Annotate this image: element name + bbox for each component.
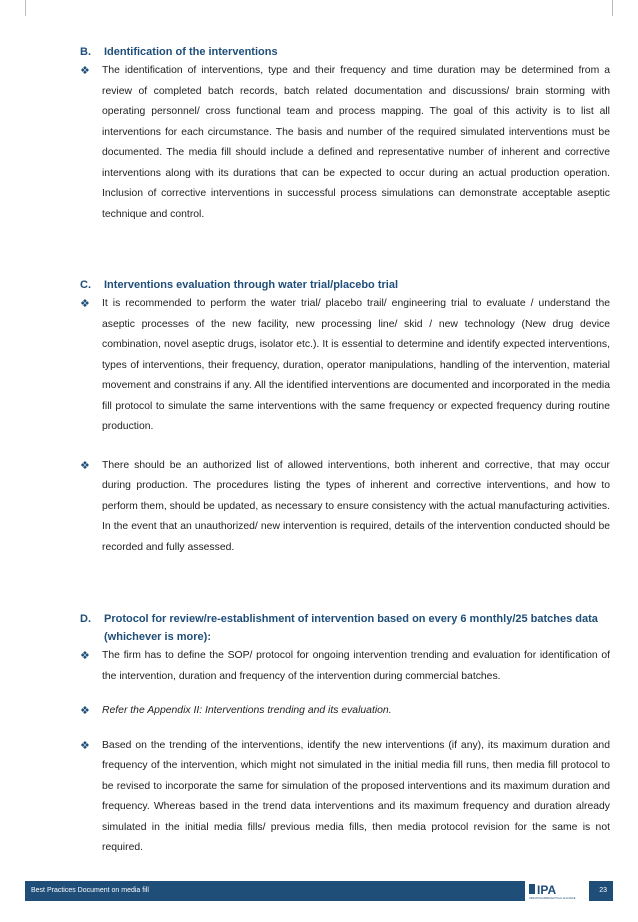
section-c-title: Interventions evaluation through water trial/placebo trial bbox=[104, 279, 398, 291]
ipa-logo-icon bbox=[525, 881, 589, 901]
section-d-bullet-2-text: Refer the Appendix II: Interventions trending and its evaluation. bbox=[102, 705, 392, 716]
section-b-bullet-1-text: The identification of interventions, type and their frequency and time duration may be determined from a review of completed batch records, batch related documentation and discussions/ brain storming with operating personnel/ cross functional team and process mapping. The goal of this activity is to list all interventions for each circumstance. The basis and number of the required simulated interventions must be documented. The media fill should include a defined and representative number of inherent and corrective interventions along with its durations that can be expected to occur during an actual production operation. Inclusion of corrective interventions in successful process simulations can demonstrate acceptable aseptic technique and control. bbox=[102, 65, 610, 220]
crop-mark-right bbox=[612, 0, 613, 16]
logo-text: IPA bbox=[537, 883, 557, 897]
section-c-letter: C. bbox=[80, 279, 91, 291]
section-c-heading bbox=[80, 276, 610, 294]
page-number: 23 bbox=[599, 887, 607, 894]
diamond-bullet-icon: ❖ bbox=[80, 459, 90, 472]
section-c-bullet-1 bbox=[80, 294, 610, 438]
document-body bbox=[80, 43, 610, 859]
section-b-bullet-1 bbox=[80, 61, 610, 225]
crop-mark-left bbox=[25, 0, 26, 16]
ipa-logo bbox=[525, 881, 589, 901]
section-d-heading bbox=[80, 610, 610, 646]
diamond-bullet-icon: ❖ bbox=[80, 298, 90, 310]
diamond-bullet-icon: ❖ bbox=[80, 65, 90, 77]
section-c-bullet-2-text: There should be an authorized list of allowed interventions, both inherent and corrective, that may occur during production. The procedures listing the types of inherent and corrective interventions, and how to perform them, should be updated, as necessary to ensure consistency with the actual manufacturing activities. In the event that an unauthorized/ new intervention is required, details of the intervention conducted should be recorded and fully assessed. bbox=[102, 459, 610, 553]
section-d-bullet-1 bbox=[80, 646, 610, 687]
section-d-bullet-1-text: The firm has to define the SOP/ protocol for ongoing intervention trending and evaluation for identification of the intervention, duration and frequency of the intervention during commercial batches. bbox=[102, 650, 610, 682]
section-c-bullet-2 bbox=[80, 456, 610, 559]
section-c-bullet-1-text: It is recommended to perform the water trial/ placebo trail/ engineering trial to evaluate / understand the aseptic processes of the new facility, new processing line/ skid / new technology (New drug device combination, novel aseptic drugs, isolator etc.). It is essential to determine and identify expected interventions, types of interventions, their frequency, duration, operator manipulations, handling of the intervention, material movement and constrains if any. All the identified interventions are documented and incorporated in the media fill protocol to simulate the same interventions with the same frequency or expected frequency during routine production. bbox=[102, 298, 610, 432]
diamond-bullet-icon: ❖ bbox=[80, 739, 90, 752]
section-b-title: Identification of the interventions bbox=[104, 46, 278, 58]
diamond-bullet-icon: ❖ bbox=[80, 650, 90, 662]
logo-caption: INDIAN PHARMACEUTICAL ALLIANCE bbox=[529, 897, 576, 900]
diamond-bullet-icon: ❖ bbox=[80, 705, 90, 717]
section-d-letter: D. bbox=[80, 613, 91, 625]
section-d-title: Protocol for review/re-establishment of intervention based on every 6 monthly/25 batches data (whichever is more): bbox=[104, 613, 598, 643]
footer-document-title: Best Practices Document on media fill bbox=[31, 887, 149, 894]
section-d-bullet-3-text: Based on the trending of the interventions, identify the new interventions (if any), its maximum duration and frequency of the intervention, which might not simulated in the initial media fill runs, then media fill protocol to be revised to incorporate the same for simulation of the proposed interventions and its maximum duration and frequency. Whereas based in the trend data interventions and its maximum frequency and duration already simulated in the initial media fills/ previous media fills, then media protocol revision for the same is not required. bbox=[102, 739, 610, 853]
section-d-bullet-2 bbox=[80, 701, 610, 722]
section-b-heading bbox=[80, 43, 610, 61]
section-b-letter: B. bbox=[80, 46, 91, 58]
page-footer bbox=[25, 881, 613, 901]
section-d-bullet-3 bbox=[80, 736, 610, 859]
